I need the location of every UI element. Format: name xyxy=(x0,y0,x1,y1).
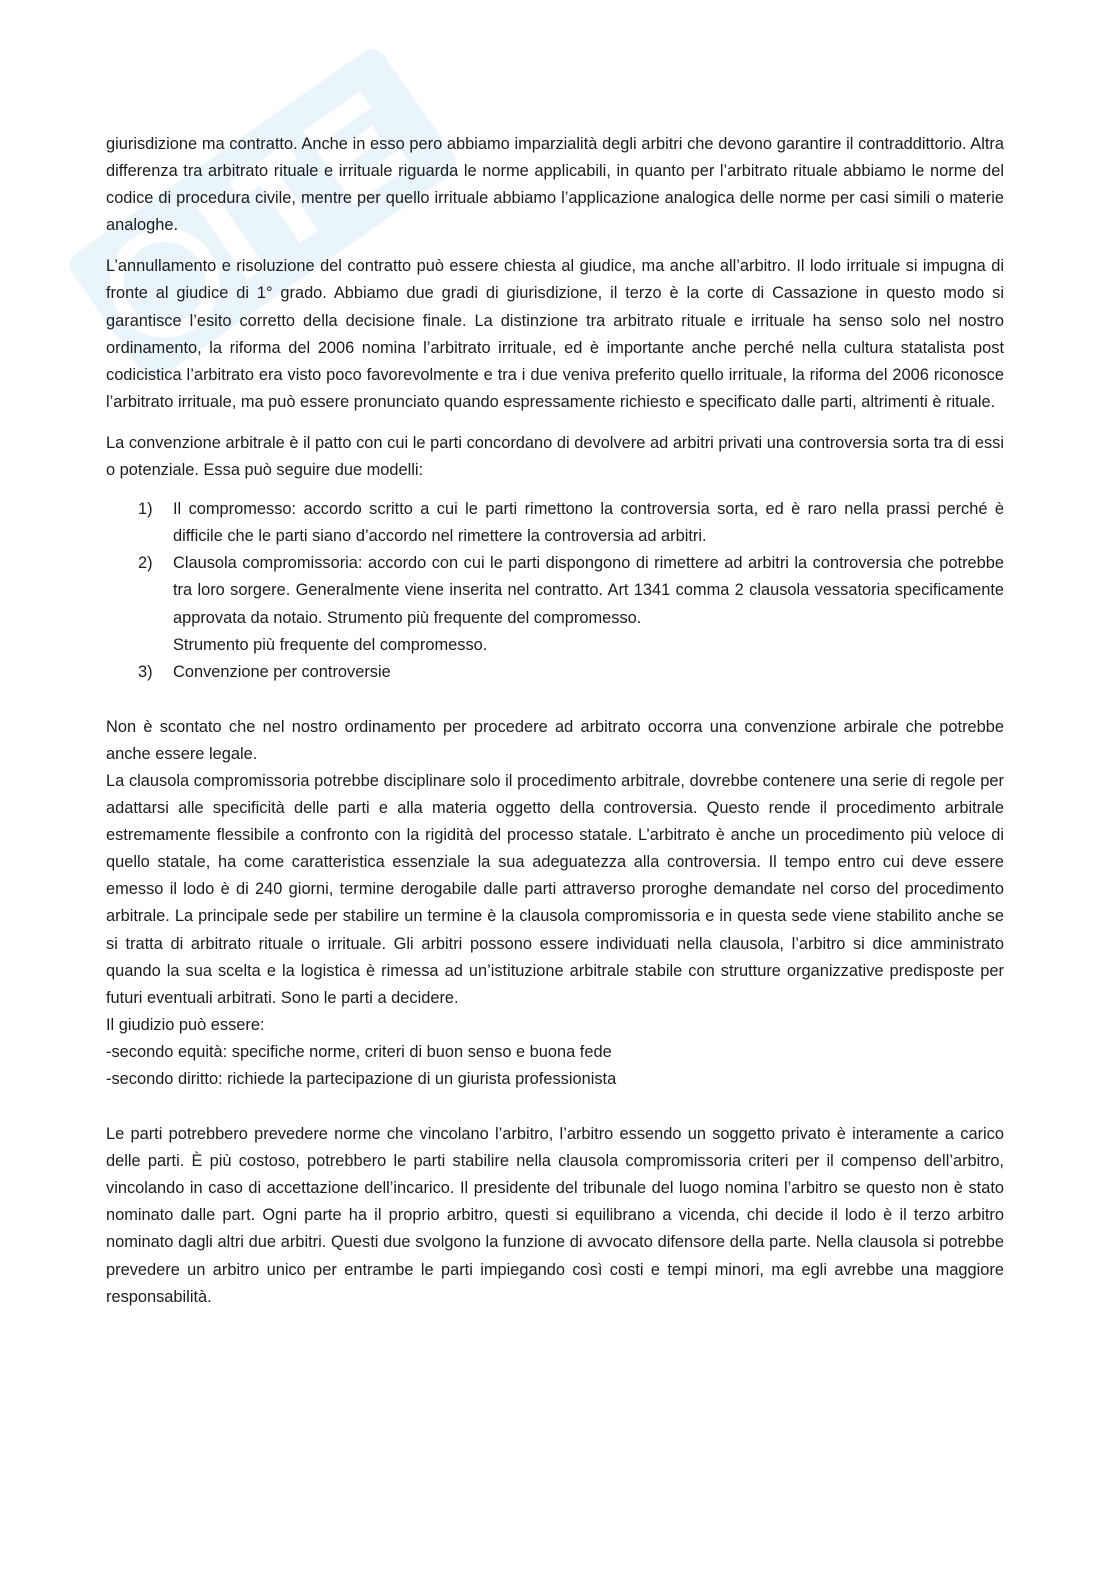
paragraph-5: La clausola compromissoria potrebbe disciplinare solo il procedimento arbitrale, dovrebbe contenere una serie di regole per adattarsi alle specificità delle parti e alla materia oggetto della controversia. Questo rende il procedimento arbitrale estremamente flessibile a confronto con la rigidità del processo statale. L’arbitrato è anche un procedimento più veloce di quello statale, ha come caratteristica essenziale la sua adeguatezza alla controversia. Il tempo entro cui deve essere emesso il lodo è di 240 giorni, termine derogabile dalle parti attraverso proroghe demandate nel corso del procedimento arbitrale. La principale sede per stabilire un termine è la clausola compromissoria e in questa sede viene stabilito anche se si tratta di arbitrato rituale o irrituale. Gli arbitri possono essere individuati nella clausola, l’arbitro si dice amministrato quando la sua scelta e la logistica è rimessa ad un’istituzione arbitrale stabile con strutture organizzative predisposte per futuri eventuali arbitrati. Sono le parti a decidere. xyxy=(106,771,1004,1007)
list-item xyxy=(106,496,1004,550)
list-item-number: 2) xyxy=(138,554,153,573)
paragraph-9: Le parti potrebbero prevedere norme che vincolano l’arbitro, l’arbitro essendo un soggetto privato è interamente a carico delle parti. È più costoso, potrebbero le parti stabilire nella clausola compromissoria criteri per il compenso dell’arbitro, vincolando in caso di accettazione dell’incarico. Il presidente del tribunale del luogo nomina l’arbitro se questo non è stato nominato dalle part. Ogni parte ha il proprio arbitro, questi si equilibrano a vicenda, chi decide il lodo è il terzo arbitro nominato dagli altri due arbitri. Questi due svolgono la funzione di avvocato difensore della parte. Nella clausola si potrebbe prevedere un arbitro unico per entrambe le parti impiegando così costi e tempi minori, ma egli avrebbe una maggiore responsabilità. xyxy=(106,1125,1004,1306)
paragraph-4: Non è scontato che nel nostro ordinamento per procedere ad arbitrato occorra una convenzione arbirale che potrebbe anche essere legale. xyxy=(106,717,1004,763)
list-item-text: Convenzione per controversie xyxy=(173,662,391,681)
list-item-number: 1) xyxy=(138,500,153,519)
list-item-extra-line: Strumento più frequente del compromesso. xyxy=(173,635,488,654)
list-item-text: Il compromesso: accordo scritto a cui le parti rimettono la controversia sorta, ed è raro nella prassi perché è difficile che le parti siano d’accordo nel rimettere la controversia ad arbitri. xyxy=(173,500,1004,546)
paragraph-6: Il giudizio può essere: xyxy=(106,1015,265,1034)
paragraph-2: L’annullamento e risoluzione del contratto può essere chiesta al giudice, ma anche all’arbitro. Il lodo irrituale si impugna di fronte al giudice di 1° grado. Abbiamo due gradi di giurisdizione, il terzo è la corte di Cassazione in questo modo si garantisce l’esito corretto della decisione finale. La distinzione tra arbitrato rituale e irrituale ha senso solo nel nostro ordinamento, la riforma del 2006 nomina l’arbitrato irrituale, ed è importante anche perché nella cultura statalista post codicistica l’arbitrato era visto poco favorevolmente e tra i due veniva preferito quello irrituale, la riforma del 2006 riconosce l’arbitrato irrituale, ma può essere pronunciato quando espressamente richiesto e specificato dalle parti, altrimenti è rituale. xyxy=(106,257,1004,411)
paragraph-8: -secondo diritto: richiede la partecipazione di un giurista professionista xyxy=(106,1070,617,1088)
document-page xyxy=(106,131,1004,1311)
paragraph-1: giurisdizione ma contratto. Anche in esso pero abbiamo imparzialità degli arbitri che devono garantire il contraddittorio. Altra differenza tra arbitrato rituale e irrituale riguarda le norme applicabili, in quanto per l’arbitrato rituale abbiamo le norme del codice di procedura civile, mentre per quello irrituale abbiamo l’applicazione analogica delle norme per casi simili o materie analoghe. xyxy=(106,135,1004,235)
list-item xyxy=(106,550,1004,658)
list-item xyxy=(106,659,1004,686)
list-item-number: 3) xyxy=(138,662,153,681)
paragraph-7: -secondo equità: specifiche norme, criteri di buon senso e buona fede xyxy=(106,1042,612,1061)
list-item-text: Clausola compromissoria: accordo con cui le parti dispongono di rimettere ad arbitri la controversia che potrebbe tra loro sorgere. Generalmente viene inserita nel contratto. Art 1341 comma 2 clausola vessatoria specificamente approvata da notaio. Strumento più frequente del compromesso. xyxy=(173,554,1004,627)
paragraph-3: La convenzione arbitrale è il patto con cui le parti concordano di devolvere ad arbitri privati una controversia sorta tra di essi o potenziale. Essa può seguire due modelli: xyxy=(106,433,1004,480)
numbered-list xyxy=(106,496,1004,686)
